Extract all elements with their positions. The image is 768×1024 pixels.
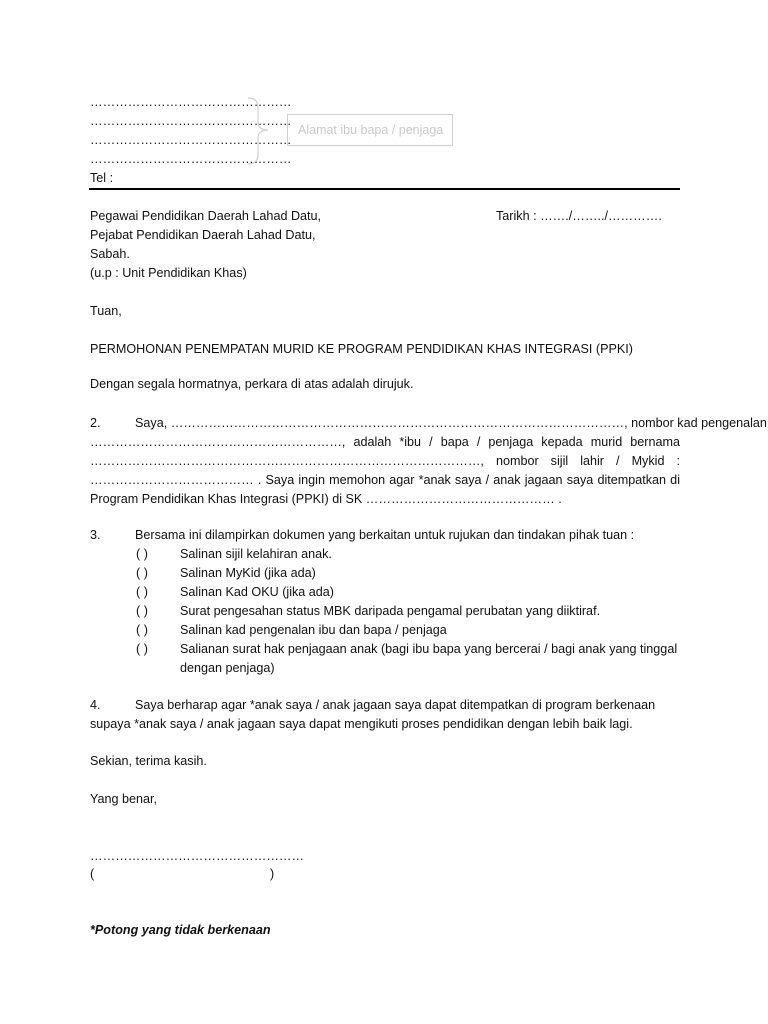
tel-label: Tel : [90,171,114,185]
para3-intro: Bersama ini dilampirkan dokumen yang berkaitan untuk rujukan dan tindakan pihak tuan : [135,528,635,542]
para2-line-5: Program Pendidikan Khas Integrasi (PPKI) di SK ……………………………………… . [90,492,562,506]
salutation: Tuan, [90,304,122,318]
para2-number: 2. [90,416,101,430]
list-item: Salianan surat hak penjagaan anak (bagi ibu bapa yang bercerai / bagi anak yang tinggal [180,642,678,656]
para4-line-2: supaya *anak saya / anak jagaan saya dapat mengikuti proses pendidikan dengan lebih baik lagi. [90,717,633,731]
checkbox[interactable]: ( ) [136,604,148,618]
footnote: *Potong yang tidak berkenaan [90,923,271,937]
list-item: Salinan Kad OKU (jika ada) [180,585,335,599]
closing-line: Sekian, terima kasih. [90,754,207,768]
recipient-line-3: Sabah. [90,247,130,261]
header-divider [89,188,680,190]
list-item: Surat pengesahan status MBK daripada pengamal perubatan yang diiktiraf. [180,604,601,618]
para4-line-1: Saya berharap agar *anak saya / anak jagaan saya dapat ditempatkan di program berkenaan [135,698,656,712]
address-line-1: ………………………………………… [90,95,292,109]
date-line: Tarikh : ……./……../…………. [496,209,662,223]
para2-line-3: …………………………………………………………………………………, nombor sijil lahir / Mykid : [90,454,680,468]
list-item: Salinan kad pengenalan ibu dan bapa / penjaga [180,623,447,637]
para2-line-1: Saya, ………………………………………………………………………………………………, nombor kad pengenalan [135,416,767,430]
address-line-2: ………………………………………… [90,114,292,128]
checkbox[interactable]: ( ) [136,623,148,637]
recipient-line-4: (u.p : Unit Pendidikan Khas) [90,266,247,280]
opening-line: Dengan segala hormatnya, perkara di atas adalah dirujuk. [90,377,414,391]
subject-line: PERMOHONAN PENEMPATAN MURID KE PROGRAM PENDIDIKAN KHAS INTEGRASI (PPKI) [90,342,633,356]
para4-number: 4. [90,698,101,712]
checkbox[interactable]: ( ) [136,566,148,580]
brace-icon [240,96,280,166]
checkbox[interactable]: ( ) [136,547,148,561]
checkbox[interactable]: ( ) [136,642,148,656]
recipient-line-2: Pejabat Pendidikan Daerah Lahad Datu, [90,228,316,242]
list-item: Salinan sijil kelahiran anak. [180,547,332,561]
para3-number: 3. [90,528,101,542]
para2-line-2: ……………………………………………………, adalah *ibu / bapa / penjaga kepada murid bernama [90,435,680,449]
para2-line-4: ………………………………… . Saya ingin memohon agar *anak saya / anak jagaan saya ditempatkan di [90,473,680,487]
sign-off: Yang benar, [90,792,157,806]
name-open-paren: ( [90,867,95,881]
checkbox[interactable]: ( ) [136,585,148,599]
address-line-3: ………………………………………… [90,133,292,147]
signature-line: …………………………………………… [90,849,305,863]
name-close-paren: ) [270,867,275,881]
list-item-continuation: dengan penjaga) [180,661,275,675]
recipient-line-1: Pegawai Pendidikan Daerah Lahad Datu, [90,209,322,223]
list-item: Salinan MyKid (jika ada) [180,566,316,580]
address-placeholder-box: Alamat ibu bapa / penjaga [287,114,453,146]
address-line-4: ………………………………………… [90,152,292,166]
